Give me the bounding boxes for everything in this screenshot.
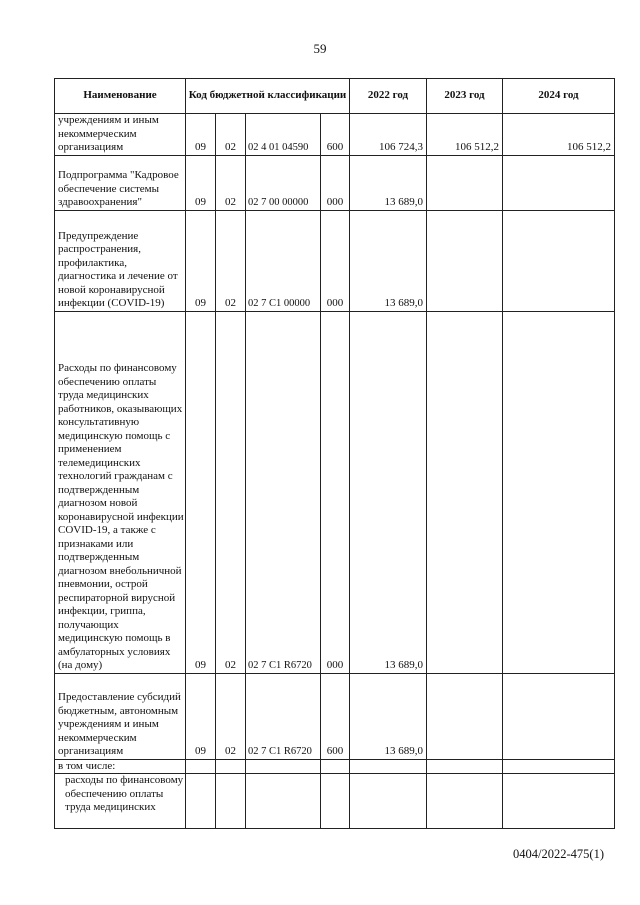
row-razdel: 09 (186, 673, 216, 759)
row-csr: 02 4 01 04590 (246, 114, 321, 156)
table-row (55, 114, 615, 156)
row-2023 (427, 311, 503, 673)
header-2022: 2022 год (350, 79, 427, 114)
table-row (55, 759, 615, 774)
row-razdel: 09 (186, 155, 216, 210)
row-vr: 000 (321, 155, 350, 210)
row-vr: 600 (321, 673, 350, 759)
table-row (55, 774, 615, 829)
header-2023: 2023 год (427, 79, 503, 114)
row-2024 (503, 673, 615, 759)
row-podrazdel: 02 (216, 114, 246, 156)
row-csr: 02 7 C1 R6720 (246, 311, 321, 673)
row-2022: 13 689,0 (350, 210, 427, 311)
row-csr (246, 774, 321, 829)
row-2024 (503, 311, 615, 673)
row-2022: 106 724,3 (350, 114, 427, 156)
page-number: 59 (313, 41, 327, 56)
header-2024: 2024 год (503, 79, 615, 114)
row-2024 (503, 210, 615, 311)
row-2022: 13 689,0 (350, 311, 427, 673)
row-csr: 02 7 00 00000 (246, 155, 321, 210)
row-vr (321, 759, 350, 774)
table-row (55, 311, 615, 673)
row-name: Предупреждение распространения, профилактика, диагностика и лечение от новой коронавирусной инфекции (COVID-19) (55, 210, 186, 311)
header-row (55, 79, 615, 114)
row-razdel: 09 (186, 114, 216, 156)
header-name: Наименование (55, 79, 186, 114)
row-2023 (427, 210, 503, 311)
table-row (55, 155, 615, 210)
row-vr: 000 (321, 311, 350, 673)
row-2024 (503, 759, 615, 774)
row-podrazdel (216, 774, 246, 829)
row-2023 (427, 759, 503, 774)
budget-table (54, 78, 615, 829)
document-code: 0404/2022-475(1) (513, 847, 604, 861)
row-name: в том числе: (55, 759, 186, 774)
row-razdel: 09 (186, 311, 216, 673)
row-csr: 02 7 C1 R6720 (246, 673, 321, 759)
row-name: расходы по финансовому обеспечению оплаты труда медицинских (55, 774, 186, 829)
row-2023: 106 512,2 (427, 114, 503, 156)
row-vr: 000 (321, 210, 350, 311)
row-razdel (186, 759, 216, 774)
row-2022: 13 689,0 (350, 155, 427, 210)
row-podrazdel: 02 (216, 311, 246, 673)
row-name: учреждениям и иным некоммерческим организациям (55, 114, 186, 156)
row-vr: 600 (321, 114, 350, 156)
row-csr (246, 759, 321, 774)
row-2022 (350, 759, 427, 774)
row-2022: 13 689,0 (350, 673, 427, 759)
row-name: Расходы по финансовому обеспечению оплаты труда медицинских работников, оказывающих консультативную медицинскую помощь с применением телемедицинских технологий гражданам с подтвержденным диагнозом новой коронавирусной инфекции COVID-19, а также с признаками или подтвержденным диагнозом внебольничной пневмонии, острой респираторной вирусной инфекции, гриппа, получающих медицинскую помощь в амбулаторных условиях (на дому) (55, 311, 186, 673)
row-podrazdel (216, 759, 246, 774)
row-2023 (427, 774, 503, 829)
row-2024 (503, 155, 615, 210)
row-2024 (503, 774, 615, 829)
row-name: Предоставление субсидий бюджетным, автономным учреждениям и иным некоммерческим организациям (55, 673, 186, 759)
row-2024: 106 512,2 (503, 114, 615, 156)
row-vr (321, 774, 350, 829)
header-code: Код бюджетной классификации (186, 79, 350, 114)
table-row (55, 673, 615, 759)
row-podrazdel: 02 (216, 210, 246, 311)
row-podrazdel: 02 (216, 155, 246, 210)
row-razdel: 09 (186, 210, 216, 311)
table-row (55, 210, 615, 311)
row-2023 (427, 673, 503, 759)
row-razdel (186, 774, 216, 829)
row-2023 (427, 155, 503, 210)
row-name: Подпрограмма "Кадровое обеспечение системы здравоохранения" (55, 155, 186, 210)
row-csr: 02 7 C1 00000 (246, 210, 321, 311)
row-2022 (350, 774, 427, 829)
row-podrazdel: 02 (216, 673, 246, 759)
